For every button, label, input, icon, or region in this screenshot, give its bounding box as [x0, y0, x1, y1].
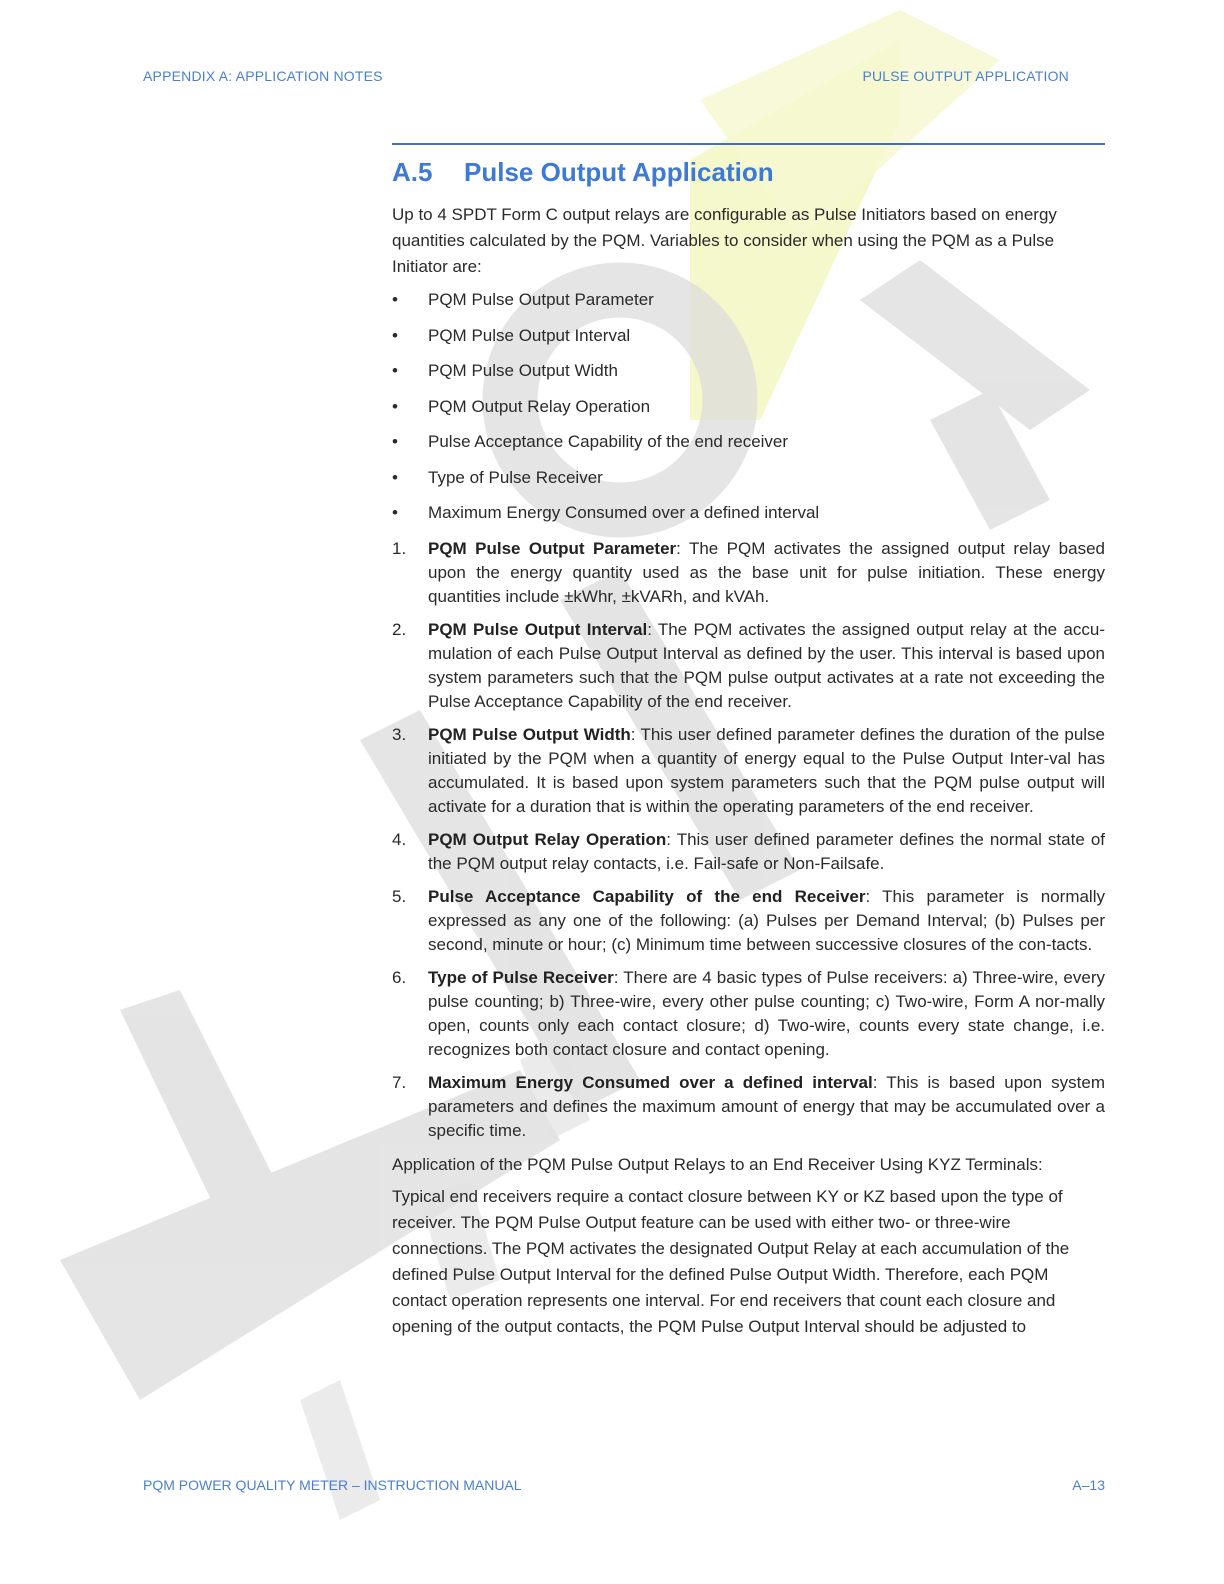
variables-list	[392, 288, 1105, 525]
definition-item: 6. Type of Pulse Receiver: There are 4 basic types of Pulse receivers: a) Three-wire, every pulse counting; b) Three-wire, every other pulse counting; c) Two-wire, Form A nor-mally open, counts only each contact closure; d) Two-wire, counts every state change, i.e. recognizes both contact closure and contact opening.	[392, 967, 1106, 1059]
list-item: • PQM Pulse Output Width	[392, 361, 618, 380]
list-item: • PQM Pulse Output Parameter	[392, 290, 654, 309]
definition-item: 1. PQM Pulse Output Parameter: The PQM activates the assigned output relay based upon the energy quantity used as the base unit for pulse initiation. These energy quantities include ±kWhr, ±kVARh, and kVAh.	[392, 538, 1105, 606]
main-content	[392, 143, 1105, 1340]
intro-paragraph: Up to 4 SPDT Form C output relays are configurable as Pulse Initiators based on energy quantities calculated by the PQM. Variables to consider when using the PQM as a Pulse Initiator are:	[392, 205, 1057, 276]
running-header-right: PULSE OUTPUT APPLICATION	[862, 68, 1069, 84]
running-header-left: APPENDIX A: APPLICATION NOTES	[143, 68, 383, 84]
list-item: • Maximum Energy Consumed over a defined interval	[392, 503, 820, 522]
list-item: • Type of Pulse Receiver	[392, 467, 603, 487]
heading-rule	[392, 143, 1105, 145]
section-title: Pulse Output Application	[464, 157, 774, 187]
final-paragraph: Typical end receivers require a contact closure between KY or KZ based upon the type of receiver. The PQM Pulse Output feature can be used with either two- or three-wire connections. The PQM activates the designated Output Relay at each accumulation of the defined Pulse Output Interval for the defined Pulse Output Width. Therefore, each PQM contact operation represents one interval. For end receivers that count each closure and opening of the output contacts, the PQM Pulse Output Interval should be adjusted to	[392, 1186, 1070, 1336]
section-heading	[392, 157, 1105, 188]
list-item: • PQM Output Relay Operation	[392, 396, 651, 416]
application-line: Application of the PQM Pulse Output Relays to an End Receiver Using KYZ Terminals:	[392, 1154, 1043, 1174]
page-number: A–13	[1072, 1477, 1105, 1493]
definition-item: 7. Maximum Energy Consumed over a defined interval: This is based upon system parameters and defines the maximum amount of energy that may be accumulated over a specific time.	[392, 1072, 1105, 1140]
definition-item: 5. Pulse Acceptance Capability of the end Receiver: This parameter is normally expressed as any one of the following: (a) Pulses per Demand Interval; (b) Pulses per second, minute or hour; (c) Minimum time between successive closures of the con-tacts.	[392, 886, 1105, 954]
definition-item: 3. PQM Pulse Output Width: This user defined parameter defines the duration of the pulse initiated by the PQM when a quantity of energy equal to the Pulse Output Inter-val has accumulated. It is based upon system parameters such that the PQM pulse output will activate for a duration that is within the operating parameters of the end receiver.	[392, 724, 1106, 816]
definitions-list	[392, 537, 1105, 1143]
section-number: A.5	[392, 157, 433, 187]
definition-item: 2. PQM Pulse Output Interval: The PQM activates the assigned output relay at the accu-mulation of each Pulse Output Interval as defined by the user. This interval is based upon system parameters such that the PQM pulse output activates at a rate not exceeding the Pulse Acceptance Capability of the end receiver.	[392, 619, 1105, 711]
list-item: • PQM Pulse Output Interval	[392, 325, 631, 345]
footer-left: PQM POWER QUALITY METER – INSTRUCTION MANUAL	[143, 1477, 522, 1493]
list-item: • Pulse Acceptance Capability of the end receiver	[392, 432, 789, 451]
definition-item: 4. PQM Output Relay Operation: This user defined parameter defines the normal state of the PQM output relay contacts, i.e. Fail-safe or Non-Failsafe.	[392, 829, 1105, 873]
